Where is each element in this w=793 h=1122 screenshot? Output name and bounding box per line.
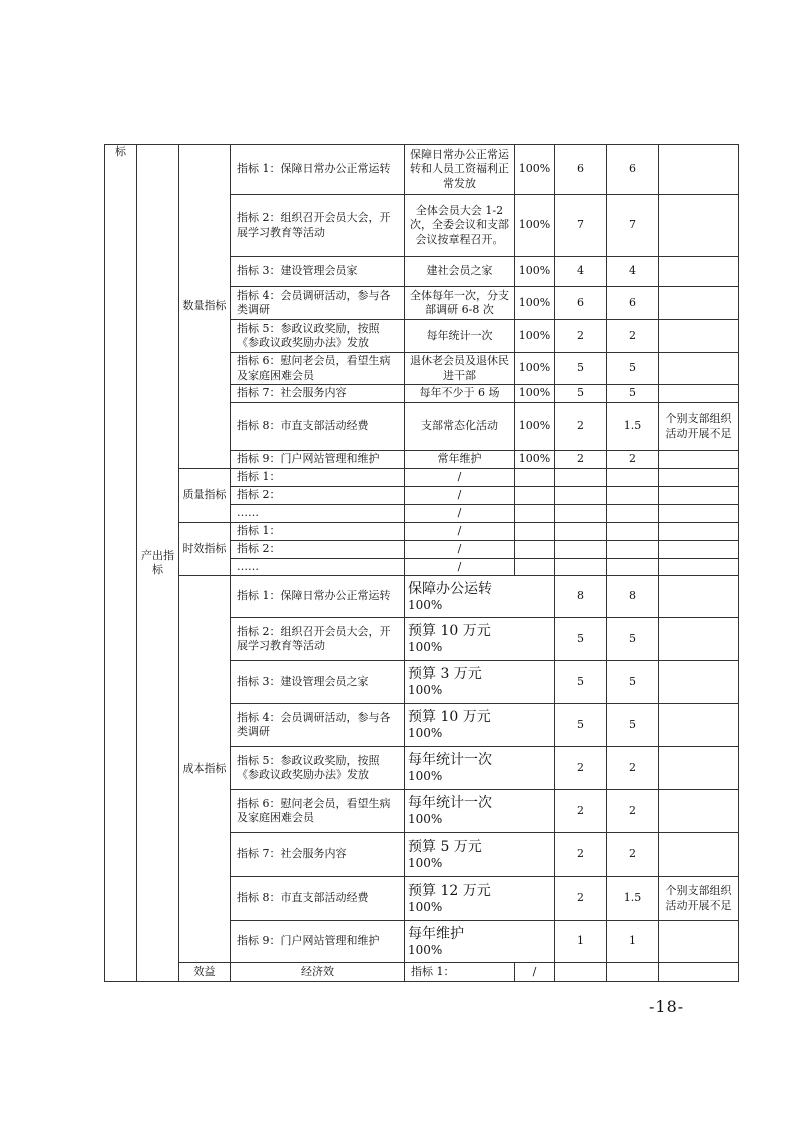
- indicator-target: /: [405, 559, 515, 576]
- indicator-rate: 100%: [408, 726, 443, 741]
- indicator-rate: 100%: [408, 640, 443, 655]
- indicator-target: 退休老会员及退休民进干部: [405, 353, 515, 385]
- indicator-rate: 100%: [515, 451, 555, 469]
- indicator-target: /: [405, 505, 515, 523]
- indicator-name: 指标 1：: [405, 963, 515, 982]
- indicator-target: 预算 12 万元: [408, 882, 491, 899]
- indicator-name: 指标 1：: [231, 523, 405, 541]
- indicator-score: 5: [555, 353, 607, 385]
- indicator-target: /: [405, 469, 515, 487]
- indicator-name: 指标 7：社会服务内容: [231, 385, 405, 403]
- page-number: -18-: [649, 997, 685, 1016]
- indicator-got: 1.5: [607, 877, 659, 921]
- indicator-remark: [659, 704, 739, 747]
- indicator-name: 指标 8：市直支部活动经费: [231, 877, 405, 921]
- indicator-target: 每年统计一次: [408, 795, 492, 812]
- indicator-got: 1.5: [607, 403, 659, 451]
- indicator-score: 2: [555, 833, 607, 877]
- indicator-rate: 100%: [515, 353, 555, 385]
- table-row: [105, 963, 739, 982]
- indicator-remark: [659, 576, 739, 618]
- indicator-target: /: [405, 523, 515, 541]
- indicator-target: /: [405, 487, 515, 505]
- indicator-name: 指标 3：建设管理会员家: [231, 257, 405, 287]
- indicator-score: 7: [555, 195, 607, 257]
- indicator-target: 每年不少于 6 场: [405, 385, 515, 403]
- indicator-score: 2: [555, 320, 607, 353]
- indicator-got: 7: [607, 195, 659, 257]
- indicator-rate: 100%: [408, 597, 443, 612]
- indicator-remark: [659, 145, 739, 195]
- indicator-target: 全体每年一次，分支部调研 6-8 次: [405, 287, 515, 320]
- indicator-name: 指标 5：参政议政奖励，按照《参政议政奖励办法》发放: [231, 747, 405, 790]
- indicator-name: 指标 2：: [231, 487, 405, 505]
- indicator-remark: 个别支部组织活动开展不足: [659, 403, 739, 451]
- indicator-target: 预算 10 万元: [408, 623, 491, 640]
- indicator-rate: 100%: [408, 855, 443, 870]
- indicator-target: 预算 10 万元: [408, 709, 491, 726]
- indicator-score: 2: [555, 747, 607, 790]
- indicator-rate: 100%: [515, 403, 555, 451]
- quality-indicator-label: 质量指标: [179, 469, 231, 523]
- indicator-target: /: [515, 963, 555, 982]
- indicator-name: 指标 1：: [231, 469, 405, 487]
- indicator-target: 预算 3 万元: [408, 666, 482, 683]
- quantity-indicator-label: 数量指标: [179, 145, 231, 469]
- output-indicator-label: 产出指标: [137, 145, 179, 982]
- indicator-name: 指标 9：门户网站管理和维护: [231, 451, 405, 469]
- indicator-target: 常年维护: [405, 451, 515, 469]
- indicator-score: 5: [555, 704, 607, 747]
- indicator-rate: 100%: [515, 145, 555, 195]
- indicator-name: 指标 7：社会服务内容: [231, 833, 405, 877]
- indicator-got: 2: [607, 451, 659, 469]
- indicator-rate: 100%: [515, 287, 555, 320]
- indicator-remark: [659, 257, 739, 287]
- indicator-target: 每年维护: [408, 925, 464, 942]
- indicator-remark: [659, 661, 739, 704]
- indicator-got: 8: [607, 576, 659, 618]
- indicator-name: 指标 6：慰问老会员，看望生病及家庭困难会员: [231, 790, 405, 833]
- indicator-remark: 个别支部组织活动开展不足: [659, 877, 739, 921]
- indicator-got: 2: [607, 790, 659, 833]
- indicator-got: 5: [607, 704, 659, 747]
- indicator-name: 指标 2：组织召开会员大会，开展学习教育等活动: [231, 618, 405, 661]
- indicator-score: 5: [555, 661, 607, 704]
- indicator-target: 预算 5 万元: [408, 838, 482, 855]
- indicator-table: [104, 144, 739, 982]
- indicator-rate: 100%: [515, 385, 555, 403]
- indicator-target-cell: [405, 576, 555, 618]
- indicator-target-cell: [405, 877, 555, 921]
- indicator-got: 2: [607, 320, 659, 353]
- indicator-target-cell: [405, 704, 555, 747]
- indicator-name: 指标 4：会员调研活动，参与各类调研: [231, 704, 405, 747]
- indicator-got: 5: [607, 385, 659, 403]
- indicator-name: 指标 1：保障日常办公正常运转: [231, 576, 405, 618]
- table-row: [105, 576, 739, 618]
- indicator-target: 建社会员之家: [405, 257, 515, 287]
- indicator-remark: [659, 747, 739, 790]
- indicator-got: 2: [607, 833, 659, 877]
- indicator-score: 8: [555, 576, 607, 618]
- indicator-remark: [659, 320, 739, 353]
- indicator-name: ……: [231, 505, 405, 523]
- section-label-biao: 标: [105, 145, 137, 982]
- indicator-score: 1: [555, 921, 607, 963]
- economic-indicator-label: 经济效: [231, 963, 405, 982]
- indicator-remark: [659, 195, 739, 257]
- indicator-remark: [659, 790, 739, 833]
- indicator-score: 2: [555, 877, 607, 921]
- indicator-remark: [659, 921, 739, 963]
- indicator-got: 6: [607, 287, 659, 320]
- table-row: [105, 469, 739, 487]
- indicator-rate: 100%: [515, 320, 555, 353]
- indicator-target-cell: [405, 661, 555, 704]
- indicator-name: 指标 8：市直支部活动经费: [231, 403, 405, 451]
- indicator-target: 支部常态化活动: [405, 403, 515, 451]
- indicator-target-cell: [405, 618, 555, 661]
- indicator-name: 指标 9：门户网站管理和维护: [231, 921, 405, 963]
- indicator-score: 5: [555, 385, 607, 403]
- indicator-name: 指标 4：会员调研活动，参与各类调研: [231, 287, 405, 320]
- indicator-score: 5: [555, 618, 607, 661]
- cost-indicator-label: 成本指标: [179, 576, 231, 963]
- indicator-target-cell: [405, 747, 555, 790]
- indicator-target: 全体会员大会 1-2 次，全委会议和支部会议按章程召开。: [405, 195, 515, 257]
- indicator-target: 保障日常办公正常运转和人员工资福利正常发放: [405, 145, 515, 195]
- indicator-score: 6: [555, 145, 607, 195]
- indicator-got: 5: [607, 353, 659, 385]
- indicator-got: 2: [607, 747, 659, 790]
- indicator-name: 指标 2：组织召开会员大会，开展学习教育等活动: [231, 195, 405, 257]
- table-row: [105, 145, 739, 195]
- indicator-got: 4: [607, 257, 659, 287]
- indicator-name: 指标 2：: [231, 541, 405, 559]
- indicator-got: 5: [607, 618, 659, 661]
- indicator-got: 6: [607, 145, 659, 195]
- indicator-target: 每年统计一次: [405, 320, 515, 353]
- indicator-name: 指标 6：慰问老会员，看望生病及家庭困难会员: [231, 353, 405, 385]
- indicator-name: 指标 1：保障日常办公正常运转: [231, 145, 405, 195]
- indicator-remark: [659, 618, 739, 661]
- indicator-rate: 100%: [408, 899, 443, 914]
- benefit-indicator-label: 效益: [179, 963, 231, 982]
- indicator-got: 1: [607, 921, 659, 963]
- timeliness-indicator-label: 时效指标: [179, 523, 231, 576]
- indicator-score: 2: [555, 790, 607, 833]
- indicator-target-cell: [405, 833, 555, 877]
- indicator-score: 2: [555, 451, 607, 469]
- indicator-score: 4: [555, 257, 607, 287]
- indicator-name: 指标 5：参政议政奖励，按照《参政议政奖励办法》发放: [231, 320, 405, 353]
- indicator-got: 5: [607, 661, 659, 704]
- indicator-name: ……: [231, 559, 405, 576]
- table-row: [105, 523, 739, 541]
- indicator-remark: [659, 833, 739, 877]
- indicator-rate: 100%: [515, 257, 555, 287]
- indicator-name: 指标 3：建设管理会员之家: [231, 661, 405, 704]
- indicator-remark: [659, 287, 739, 320]
- indicator-remark: [659, 353, 739, 385]
- indicator-remark: [659, 385, 739, 403]
- indicator-score: 6: [555, 287, 607, 320]
- indicator-target: 每年统计一次: [408, 752, 492, 769]
- indicator-target-cell: [405, 921, 555, 963]
- indicator-target-cell: [405, 790, 555, 833]
- indicator-target: 保障办公运转: [408, 580, 492, 597]
- indicator-remark: [659, 451, 739, 469]
- indicator-rate: 100%: [408, 942, 443, 957]
- indicator-rate: 100%: [408, 812, 443, 827]
- performance-table: [104, 144, 738, 981]
- indicator-rate: 100%: [515, 195, 555, 257]
- indicator-rate: 100%: [408, 683, 443, 698]
- indicator-target: /: [405, 541, 515, 559]
- indicator-rate: 100%: [408, 769, 443, 784]
- indicator-score: 2: [555, 403, 607, 451]
